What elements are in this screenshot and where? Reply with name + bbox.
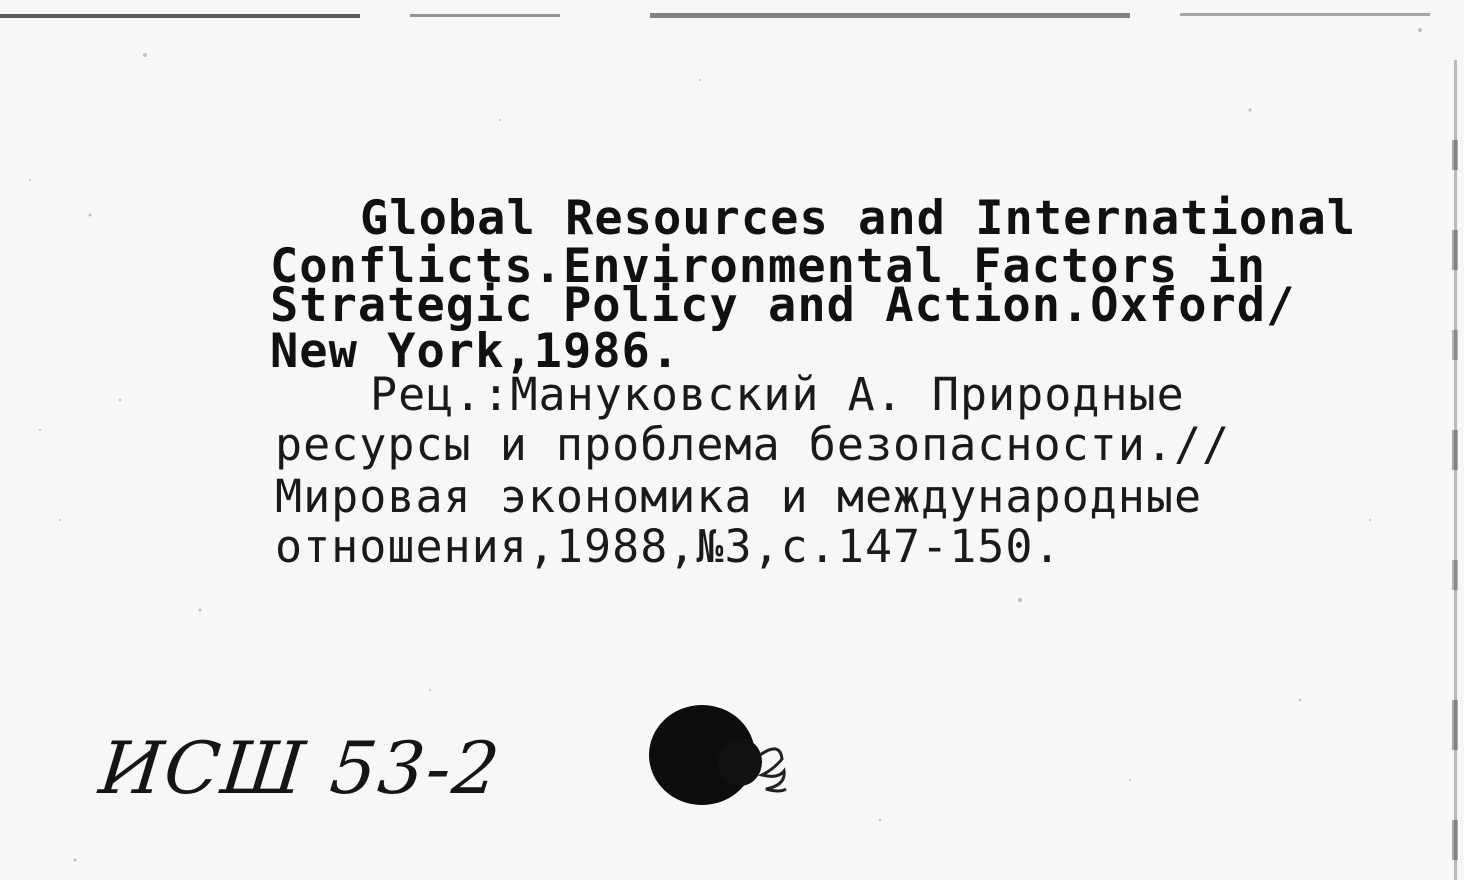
title-line-4: New York,1986. (270, 324, 681, 379)
title-line-3: Strategic Policy and Action.Oxford/ (270, 278, 1296, 333)
review-line-3: Мировая экономика и международные (275, 470, 1203, 523)
review-line-2: ресурсы и проблема безопасности.// (275, 418, 1231, 471)
review-line-4: отношения,1988,№3,с.147-150. (275, 520, 1062, 573)
title-line-1: Global Resources and International (360, 191, 1357, 246)
ink-blot-stamp (640, 700, 810, 810)
review-line-1: Рец.:Мануковский А. Природные (370, 368, 1185, 421)
title-line-2: Conflicts.Environmental Factors in (270, 239, 1267, 294)
handwritten-shelfmark: ИСШ 53-2 (95, 726, 506, 810)
